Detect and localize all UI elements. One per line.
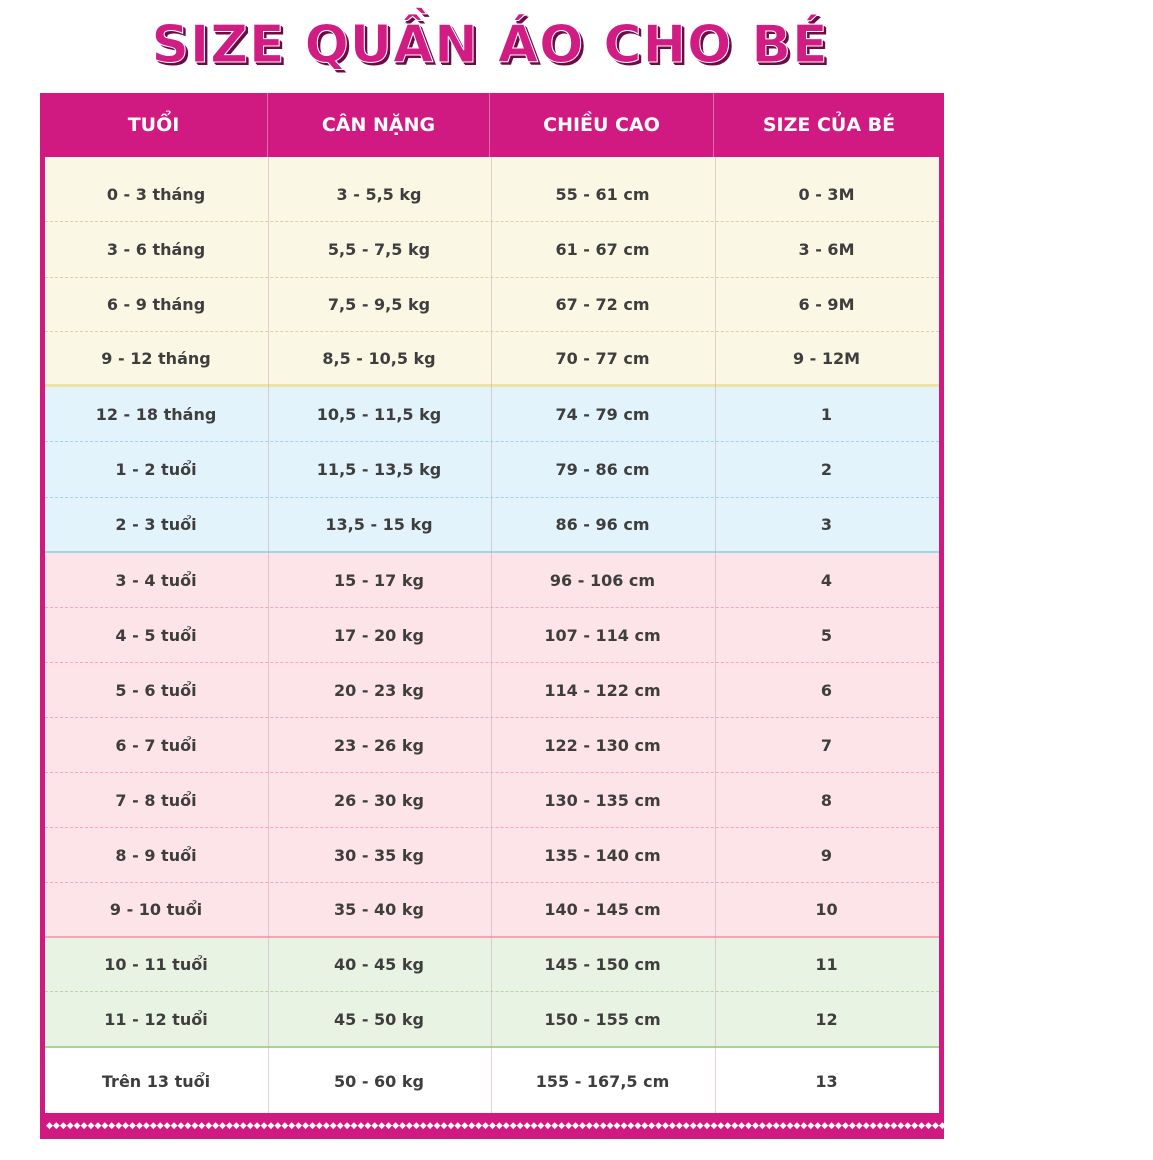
cell-age: 1 - 2 tuổi xyxy=(115,460,197,479)
cell-height: 150 - 155 cm xyxy=(544,1009,661,1029)
cell-size: 11 xyxy=(815,955,838,974)
cell-weight: 5,5 - 7,5 kg xyxy=(327,240,431,259)
table-row xyxy=(45,222,939,278)
table-row xyxy=(45,167,939,222)
cell-size: 6 xyxy=(820,680,833,700)
cell-weight: 35 - 40 kg xyxy=(334,900,424,919)
cell-height: 74 - 79 cm xyxy=(555,404,650,424)
cell-age: Trên 13 tuổi xyxy=(101,1071,211,1091)
table-body xyxy=(45,157,939,1113)
cell-age: 8 - 9 tuổi xyxy=(115,845,197,865)
cell-age: 10 - 11 tuổi xyxy=(104,955,208,974)
table-row xyxy=(45,1048,939,1114)
cell-height: 130 - 135 cm xyxy=(544,790,661,810)
cell-height: 135 - 140 cm xyxy=(544,845,661,865)
cell-size: 5 xyxy=(820,625,833,645)
cell-weight: 23 - 26 kg xyxy=(334,735,424,755)
table-row xyxy=(45,332,939,387)
table-footer-band xyxy=(40,1113,1153,1139)
cell-height: 86 - 96 cm xyxy=(555,515,650,534)
table-row xyxy=(45,718,939,773)
cell-weight: 7,5 - 9,5 kg xyxy=(327,295,431,314)
cell-weight: 10,5 - 11,5 kg xyxy=(316,404,442,424)
cell-size: 7 xyxy=(820,735,833,755)
table-row xyxy=(45,938,939,992)
cell-size: 9 - 12M xyxy=(792,348,861,368)
table-row xyxy=(45,883,939,938)
cell-size: 4 xyxy=(820,570,833,590)
cell-height: 114 - 122 cm xyxy=(544,680,661,700)
diamond-border-decoration: ◆◆◆◆◆◆◆◆◆◆◆◆◆◆◆◆◆◆◆◆◆◆◆◆◆◆◆◆◆◆◆◆◆◆◆◆◆◆◆◆◆◆◆◆◆◆◆◆◆◆◆◆◆◆◆◆◆◆◆◆◆◆◆◆◆◆◆◆◆◆◆◆◆◆◆◆◆◆◆◆◆◆◆◆◆◆◆◆◆◆◆◆◆◆◆◆◆◆◆◆◆◆◆◆◆◆◆◆◆◆◆◆◆◆◆◆◆◆◆◆◆◆◆◆◆◆◆◆◆◆◆◆◆◆◆◆◆◆◆◆◆◆◆◆◆◆◆◆◆◆◆◆◆◆◆◆◆◆◆◆ xyxy=(46,1121,1153,1131)
header-weight: CÂN NẶNG xyxy=(268,93,490,157)
page-title: SIZE QUẦN ÁO CHO BÉ xyxy=(151,15,829,75)
cell-age: 9 - 10 tuổi xyxy=(109,900,203,919)
cell-weight: 50 - 60 kg xyxy=(334,1071,424,1091)
table-row xyxy=(45,387,939,442)
table-row xyxy=(45,773,939,828)
cell-height: 140 - 145 cm xyxy=(544,900,661,919)
cell-weight: 3 - 5,5 kg xyxy=(336,184,422,204)
table-row xyxy=(45,992,939,1048)
cell-age: 5 - 6 tuổi xyxy=(115,680,197,700)
cell-height: 107 - 114 cm xyxy=(544,625,661,645)
cell-size: 1 xyxy=(820,404,833,424)
cell-height: 79 - 86 cm xyxy=(555,460,650,479)
cell-weight: 26 - 30 kg xyxy=(334,790,424,810)
cell-height: 67 - 72 cm xyxy=(555,295,650,314)
cell-weight: 17 - 20 kg xyxy=(334,625,424,645)
cell-size: 10 xyxy=(815,900,838,919)
cell-height: 155 - 167,5 cm xyxy=(535,1071,670,1091)
column-divider xyxy=(715,157,716,1113)
table-row xyxy=(45,553,939,608)
cell-size: 2 xyxy=(820,460,833,479)
header-age: TUỔI xyxy=(40,93,268,157)
cell-height: 70 - 77 cm xyxy=(555,348,650,368)
header-height: CHIỀU CAO xyxy=(490,93,714,157)
cell-weight: 45 - 50 kg xyxy=(334,1009,424,1029)
table-header xyxy=(40,93,944,157)
table-row xyxy=(45,442,939,498)
cell-size: 3 - 6M xyxy=(798,240,855,259)
table-row xyxy=(45,278,939,332)
cell-height: 61 - 67 cm xyxy=(555,240,650,259)
size-table xyxy=(40,93,1153,1139)
cell-weight: 8,5 - 10,5 kg xyxy=(322,348,436,368)
cell-height: 145 - 150 cm xyxy=(544,955,661,974)
cell-age: 3 - 4 tuổi xyxy=(115,570,197,590)
cell-weight: 40 - 45 kg xyxy=(334,955,424,974)
cell-age: 11 - 12 tuổi xyxy=(104,1009,208,1029)
cell-age: 3 - 6 tháng xyxy=(106,240,206,259)
cell-height: 122 - 130 cm xyxy=(544,735,661,755)
column-divider xyxy=(491,157,492,1113)
table-row xyxy=(45,663,939,718)
cell-age: 7 - 8 tuổi xyxy=(115,790,197,810)
column-divider xyxy=(268,157,269,1113)
cell-weight: 30 - 35 kg xyxy=(334,845,424,865)
cell-age: 4 - 5 tuổi xyxy=(115,625,197,645)
cell-weight: 11,5 - 13,5 kg xyxy=(316,460,442,479)
header-size: SIZE CỦA BÉ xyxy=(762,114,896,136)
table-top-spacer xyxy=(45,157,939,167)
cell-age: 6 - 7 tuổi xyxy=(115,735,197,755)
cell-age: 12 - 18 tháng xyxy=(95,404,217,424)
cell-size: 12 xyxy=(815,1009,838,1029)
cell-age: 2 - 3 tuổi xyxy=(115,515,197,534)
cell-size: 13 xyxy=(815,1071,838,1091)
cell-age: 6 - 9 tháng xyxy=(106,295,206,314)
cell-weight: 15 - 17 kg xyxy=(334,570,424,590)
cell-size: 6 - 9M xyxy=(798,295,855,314)
table-row xyxy=(45,608,939,663)
cell-height: 55 - 61 cm xyxy=(555,184,650,204)
cell-height: 96 - 106 cm xyxy=(549,570,656,590)
table-row xyxy=(45,828,939,883)
cell-age: 9 - 12 tháng xyxy=(101,348,211,368)
cell-size: 8 xyxy=(820,790,833,810)
cell-weight: 20 - 23 kg xyxy=(334,680,424,700)
table-row xyxy=(45,498,939,553)
cell-size: 0 - 3M xyxy=(798,184,855,204)
cell-age: 0 - 3 tháng xyxy=(106,184,206,204)
cell-size: 9 xyxy=(820,845,833,865)
cell-size: 3 xyxy=(820,515,833,534)
cell-weight: 13,5 - 15 kg xyxy=(325,515,433,534)
